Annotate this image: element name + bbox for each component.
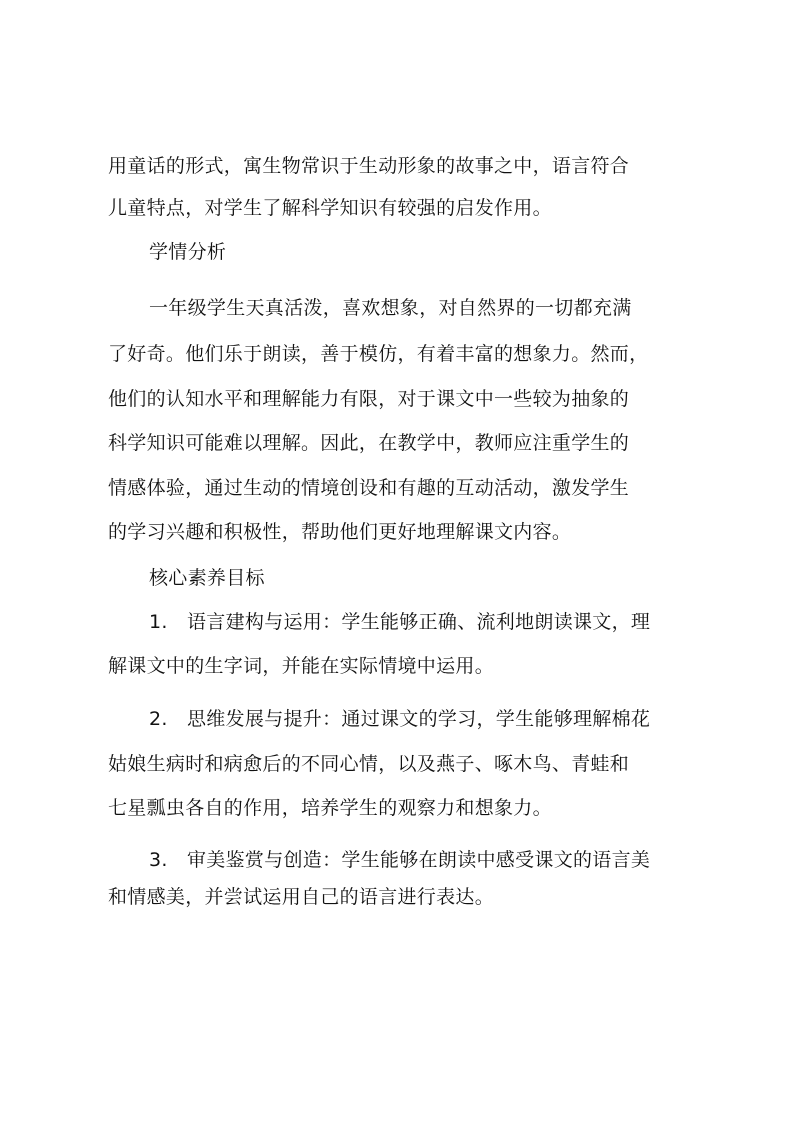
list-item-number: 1. — [149, 611, 168, 633]
paragraph-line: 儿童特点，对学生了解科学知识有较强的启发作用。 — [108, 197, 552, 219]
list-item — [149, 848, 650, 872]
list-item-text: 语言建构与运用：学生能够正确、流利地朗读课文， — [187, 611, 631, 633]
paragraph-line: 和情感美，并尝试运用自己的语言进行表达。 — [108, 886, 495, 908]
paragraph-line: 姑娘生病时和病愈后的不同心情，以及燕子、啄木鸟、青蛙和 — [108, 753, 630, 775]
section-heading: 核心素养目标 — [149, 567, 265, 589]
paragraph-line: 解课文中的生字词，并能在实际情境中运用。 — [108, 655, 495, 677]
list-item-text-tail: 理 — [630, 611, 651, 633]
list-item-number: 3. — [149, 849, 168, 871]
paragraph-line: 用童话的形式，寓生物常识于生动形象的故事之中，语言符合 — [108, 155, 630, 177]
list-item-number: 2. — [149, 708, 168, 730]
list-item — [149, 610, 650, 634]
paragraph-line: 他们的认知水平和理解能力有限，对于课文中一些较为抽象的 — [108, 388, 630, 410]
paragraph-line: 了好奇。他们乐于朗读，善于模仿，有着丰富的想象力。然而， — [108, 343, 649, 365]
paragraph-line: 科学知识可能难以理解。因此，在教学中，教师应注重学生的 — [108, 432, 630, 454]
paragraph-line: 七星瓢虫各自的作用，培养学生的观察力和想象力。 — [108, 797, 552, 819]
section-heading: 学情分析 — [149, 241, 227, 263]
list-item-text: 审美鉴赏与创造：学生能够在朗读中感受课文的语言美 — [187, 849, 651, 871]
list-item — [149, 707, 650, 731]
paragraph-line: 情感体验，通过生动的情境创设和有趣的互动活动，激发学生 — [108, 477, 630, 499]
list-item-text: 思维发展与提升：通过课文的学习，学生能够理解棉花 — [187, 708, 651, 730]
paragraph-line: 一年级学生天真活泼，喜欢想象，对自然界的一切都充满 — [149, 297, 632, 319]
paragraph-line: 的学习兴趣和积极性，帮助他们更好地理解课文内容。 — [108, 521, 572, 543]
